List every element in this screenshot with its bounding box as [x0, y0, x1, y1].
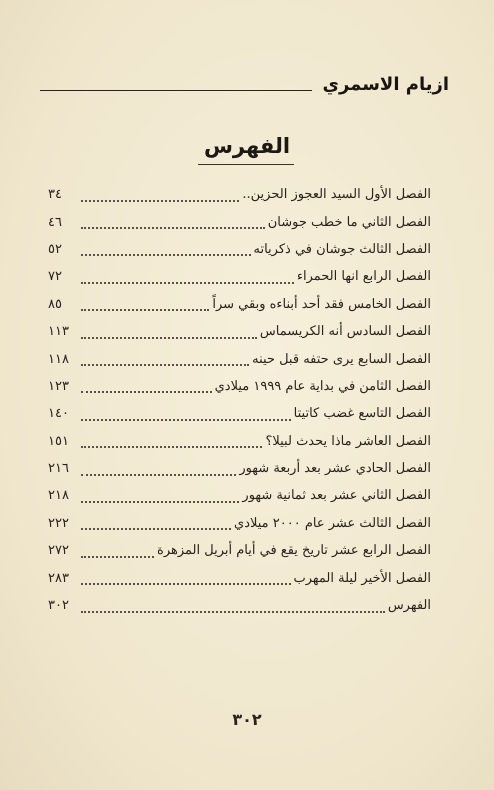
- toc-entry-title: الفصل الأول السيد العجوز الحزين..: [242, 187, 431, 203]
- table-of-contents: [48, 181, 431, 619]
- toc-entry[interactable]: [48, 482, 431, 509]
- leader-dots: [81, 329, 257, 339]
- leader-dots: [81, 219, 265, 229]
- toc-entry-page: ٨٥: [48, 296, 62, 312]
- toc-entry-page: ٢٢٢: [48, 515, 69, 531]
- toc-entry-title: الفصل الرابع انها الحمراء: [296, 269, 431, 285]
- toc-entry[interactable]: [48, 236, 431, 263]
- leader-dots: [81, 575, 291, 585]
- leader-dots: [81, 438, 262, 448]
- running-header: [40, 64, 449, 94]
- toc-entry[interactable]: [48, 428, 431, 455]
- toc-entry-title: الفصل الرابع عشر تاريخ يقع في أيام أبريل المزهرة: [157, 543, 431, 559]
- toc-entry[interactable]: [48, 345, 431, 372]
- toc-entry-title: الفصل الثالث جوشان في ذكرياته: [253, 241, 431, 257]
- toc-entry-page: ٥٢: [48, 241, 62, 257]
- leader-dots: [81, 301, 209, 311]
- leader-dots: [81, 274, 294, 284]
- leader-dots: [81, 411, 291, 421]
- leader-dots: [81, 520, 231, 530]
- toc-heading-rule: [198, 164, 294, 165]
- toc-entry-title: الفصل الأخير ليلة المهرب: [293, 570, 431, 586]
- toc-entry-page: ١١٨: [48, 351, 69, 367]
- toc-entry[interactable]: [48, 455, 431, 482]
- header-rule: [40, 90, 312, 91]
- toc-entry-page: ١٤٠: [48, 406, 69, 422]
- toc-entry-page: ٢٧٢: [48, 543, 69, 559]
- leader-dots: [81, 466, 236, 476]
- toc-entry-page: ٢١٨: [48, 488, 69, 504]
- leader-dots: [81, 356, 249, 366]
- toc-entry-title: الفصل الخامس فقد أحد أبناءه وبقي سراً: [212, 296, 431, 312]
- leader-dots: [81, 192, 239, 202]
- toc-entry[interactable]: [48, 400, 431, 427]
- toc-entry-title: الفصل الثاني ما خطب جوشان: [267, 214, 431, 230]
- toc-entry[interactable]: [48, 537, 431, 564]
- toc-entry-title: الفصل السابع يرى حتفه قبل حينه: [252, 351, 431, 367]
- toc-entry-page: ٧٢: [48, 269, 62, 285]
- toc-entry-title: الفصل الثامن في بداية عام ١٩٩٩ ميلادي: [214, 378, 431, 394]
- leader-dots: [81, 383, 212, 393]
- leader-dots: [81, 246, 251, 256]
- toc-entry[interactable]: [48, 592, 431, 619]
- book-title: ازيام الاسمري: [322, 74, 449, 95]
- toc-heading: الفهرس: [203, 134, 291, 158]
- toc-entry[interactable]: [48, 318, 431, 345]
- toc-entry[interactable]: [48, 564, 431, 591]
- toc-entry-title: الفصل الثالث عشر عام ٢٠٠٠ ميلادي: [234, 515, 431, 531]
- toc-entry-page: ١٥١: [48, 433, 69, 449]
- toc-entry-title: الفصل الحادي عشر بعد أربعة شهور: [239, 461, 431, 477]
- leader-dots: [81, 548, 154, 558]
- leader-dots: [81, 493, 239, 503]
- toc-entry-page: ٣٤: [48, 187, 62, 203]
- leader-dots: [81, 603, 385, 613]
- toc-entry[interactable]: [48, 373, 431, 400]
- toc-entry-page: ٤٦: [48, 214, 62, 230]
- page-number: ٣٠٢: [232, 710, 262, 729]
- toc-entry[interactable]: [48, 208, 431, 235]
- toc-entry[interactable]: [48, 263, 431, 290]
- toc-entry-page: ٢١٦: [48, 461, 69, 477]
- toc-entry-title: الفهرس: [387, 598, 431, 614]
- toc-entry-title: الفصل السادس أنه الكريسماس: [259, 324, 431, 340]
- toc-entry-title: الفصل الثاني عشر بعد ثمانية شهور: [242, 488, 431, 504]
- toc-entry-page: ٢٨٣: [48, 570, 69, 586]
- toc-entry[interactable]: [48, 510, 431, 537]
- toc-entry-title: الفصل التاسع غضب كاتيتا: [293, 406, 431, 422]
- toc-entry-page: ٣٠٢: [48, 598, 69, 614]
- toc-entry-title: الفصل العاشر ماذا يحدث لبيلا؟: [265, 433, 431, 449]
- toc-entry-page: ١٢٣: [48, 378, 69, 394]
- toc-entry[interactable]: [48, 181, 431, 208]
- toc-entry[interactable]: [48, 291, 431, 318]
- toc-entry-page: ١١٣: [48, 324, 69, 340]
